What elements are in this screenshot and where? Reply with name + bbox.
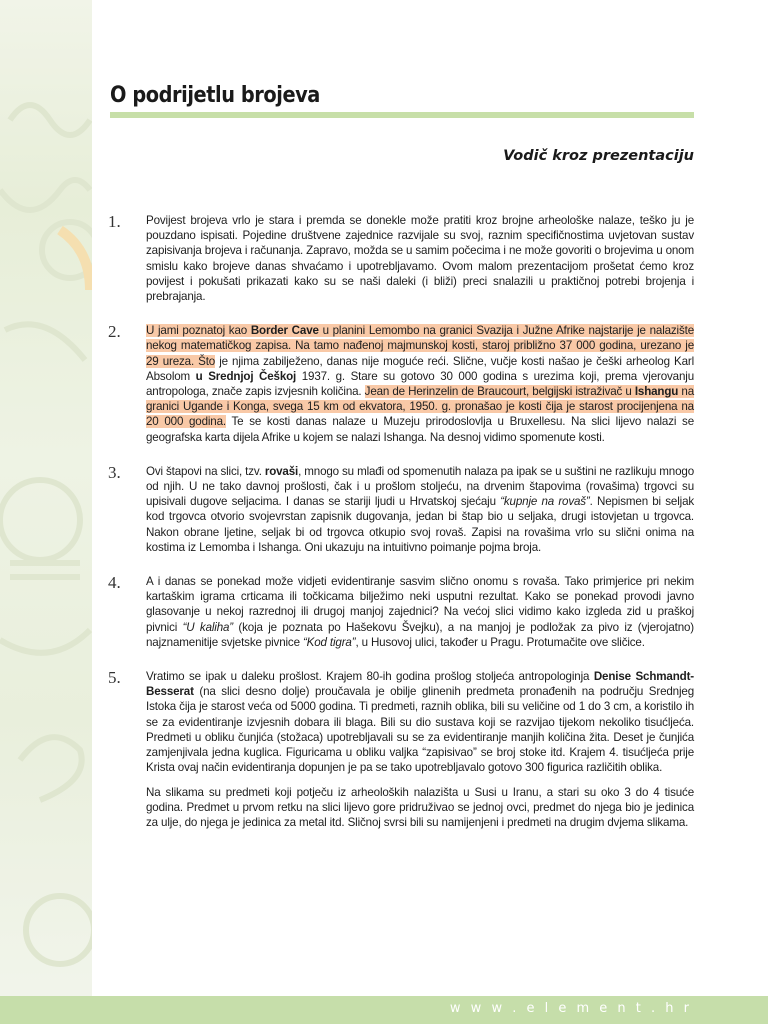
text-run: Na slikama su predmeti koji potječu iz arheoloških nalazišta u Susi u Iranu, a stari su oko 3 do 4 tisuće godina. Predmet u prvom retku na slici lijevo gore pridruživao se jednoj ovci, predmet do njega bio je jedinica za ulje, do njega je jedinica za metal itd. Sličnoj svrsi bili su namijenjeni i predmeti na drugim dvjema slikama. xyxy=(146,785,694,829)
section-1 xyxy=(108,213,694,304)
emphasis-text: Denise Schmandt-Besserat xyxy=(146,670,694,699)
section-number: 1. xyxy=(108,212,121,231)
section-number: 2. xyxy=(108,322,121,342)
emphasis-text: Ishangu xyxy=(634,385,679,399)
text-run: (na slici desno dolje) proučavala je obilje glinenih predmeta pronađenih na području Srednjeg Istoka čija je starost veća od 5000 godina. Ti predmeti, raznih oblika, bili su veličine od 1 do 3 cm, a koristilo ih se za evidentiranje izvjesnih dobara ili blaga. Bili su dio sustava koji se razvijao tijekom nekoliko tisućljeća. Predmeti u obliku čunjića (stožaca) upotrebljavali su se za evidentiranje manjih količina žita. Deset je čunjića zamjenjivala jedna kuglica. Figuricama u obliku valjka “zapisivao” se broj stoke itd. Krajem 4. tisućljeća prije Krista ovaj način evidentiranja dopunjen je pa se tako upotrebljavalo gotovo 300 figurica različitih oblika. xyxy=(146,685,694,775)
text-run: na granici Ugande i Konga, svega 15 km od ekvatora, 1950. g. pronašao je kosti čija je starost procijenjena na 20 000 godina. xyxy=(146,385,695,429)
text-run: A i danas se ponekad može vidjeti evidentiranje sasvim slično onomu s rovaša. Tako primjerice pri nekim kartaškim igrama crticama ili točkicama bilježimo neki usputni rezultat. Kako se ponekad provodi javno glasovanje u nekoj razrednoj ili drugoj manjoj zajednici? Na većoj slici vidimo kako izgleda zid u praškoj pivnici xyxy=(146,575,694,634)
footer-url: w w w . e l e m e n t . h r xyxy=(449,1001,692,1016)
section-paragraph xyxy=(146,785,694,831)
text-run: Vratimo se ipak u daleku prošlost. Krajem 80-ih godina prošlog stoljeća antropologinja xyxy=(146,670,594,684)
page-title: O podrijetlu brojeva xyxy=(110,83,320,108)
text-run: 1937. g. Stare su gotovo 30 000 godina s urezima koji, prema vjerovanju antropologa, znače zapis izvjesnih količina. xyxy=(146,369,695,399)
text-run: . Nepismen bi seljak kod trgovca otvorio svojevrstan zapisnik dugovanja, jedan bi štap bio u seljaka, drugi istovjetan u trgovca. Nakon obrane ljetine, seljak bi od trgovca otkupio svoj rovaš. Zapisi na rovašima vrlo su slični onima na kostima iz Lemomba i Ishanga. Oni ukazuju na intuitivno poimanje pojma broja. xyxy=(146,495,695,554)
text-run: Ovi štapovi na slici, tzv. xyxy=(146,464,265,478)
text-run: u planini Lemombo na granici Svazija i Južne Afrike najstarije je nalazište nekog matematičkog zapisa. Na tamo nađenoj majmunskoj kosti, staroj približno 37 000 godina, urezano je 29 ureza. xyxy=(146,324,695,368)
text-run: , mnogo su mlađi od spomenutih nalaza pa ipak se u suštini ne razlikuju mnogo od njih. U ne tako davnoj prošlosti, čak i u prošlom stoljeću, na drvenim štapovima (rovašima) trgovci su upisivali dugove seljacima. I danas se stariji ljudi u Hrvatskoj sjećaju xyxy=(146,464,694,509)
emphasis-text: u Srednjoj Češkoj xyxy=(195,369,297,383)
title-underline xyxy=(110,112,694,118)
section-paragraph xyxy=(146,669,694,775)
text-run: Jean de Herinzelin de Braucourt, belgijski istraživač u xyxy=(364,385,635,399)
text-run: Te se kosti danas nalaze u Muzeju prirodoslovlja u Bruxellesu. Na slici lijevo nalazi se geografska karta dijela Afrike u kojem se nalazi Ishanga. Na desnoj vidimo spomenute kosti. xyxy=(146,415,694,444)
section-number: 3. xyxy=(108,462,121,482)
text-run: Što xyxy=(198,354,216,368)
section-4 xyxy=(108,574,694,650)
section-number: 5. xyxy=(108,668,121,688)
section-5 xyxy=(108,669,694,830)
section-3 xyxy=(108,464,694,555)
sections-list xyxy=(108,213,694,849)
emphasis-text: Border Cave xyxy=(250,324,319,338)
section-paragraph xyxy=(146,213,694,304)
section-number: 4. xyxy=(108,573,121,593)
text-run: Povijest brojeva vrlo je stara i premda se donekle može pratiti kroz brojne arheološke nalaze, teško ju je pouzdano ispisati. Pojedine društvene zajednice razvijale su svoj, raznim specifičnostima uvjetovan sustav zapisivanja brojeva i računanja. Zapravo, možda se u samim počecima i ne može govoriti o brojevima u onom smislu kako brojeve danas shvaćamo i upotrebljavamo. Ovom malom prezentacijom prošetat ćemo kroz povijest i pokušati prikazati kako su se naši daleki (i bliži) preci snalazili u praktičnoj potrebi brojenja i prebrajanja. xyxy=(146,214,694,304)
text-run: “U kaliha” xyxy=(182,620,234,634)
section-paragraph xyxy=(146,464,694,555)
section-paragraph xyxy=(146,574,694,650)
page-subtitle: Vodič kroz prezentaciju xyxy=(503,148,694,164)
text-run: je njima zabilježeno, danas nije moguće reći. Slične, vučje kosti našao je češki arheolog Karl Absolom xyxy=(146,354,695,383)
text-run: “Kod tigra” xyxy=(302,635,356,649)
text-run: “kupnje na rovaš” xyxy=(500,495,590,509)
numeral-pattern-decoration xyxy=(0,0,92,1024)
section-2 xyxy=(108,323,694,445)
text-run: , u Husovoj ulici, također u Pragu. Protumačite ove sličice. xyxy=(355,635,645,649)
text-run: U jami poznatoj kao xyxy=(146,324,251,338)
decorative-side-strip xyxy=(0,0,92,1024)
section-paragraph xyxy=(146,323,694,445)
emphasis-text: rovaši xyxy=(264,464,299,478)
text-run: (koja je poznata po Hašekovu Švejku), a na manjoj je podložak za pivo iz (vjerojatno) najznamenitije svjetske pivnice xyxy=(146,620,695,649)
